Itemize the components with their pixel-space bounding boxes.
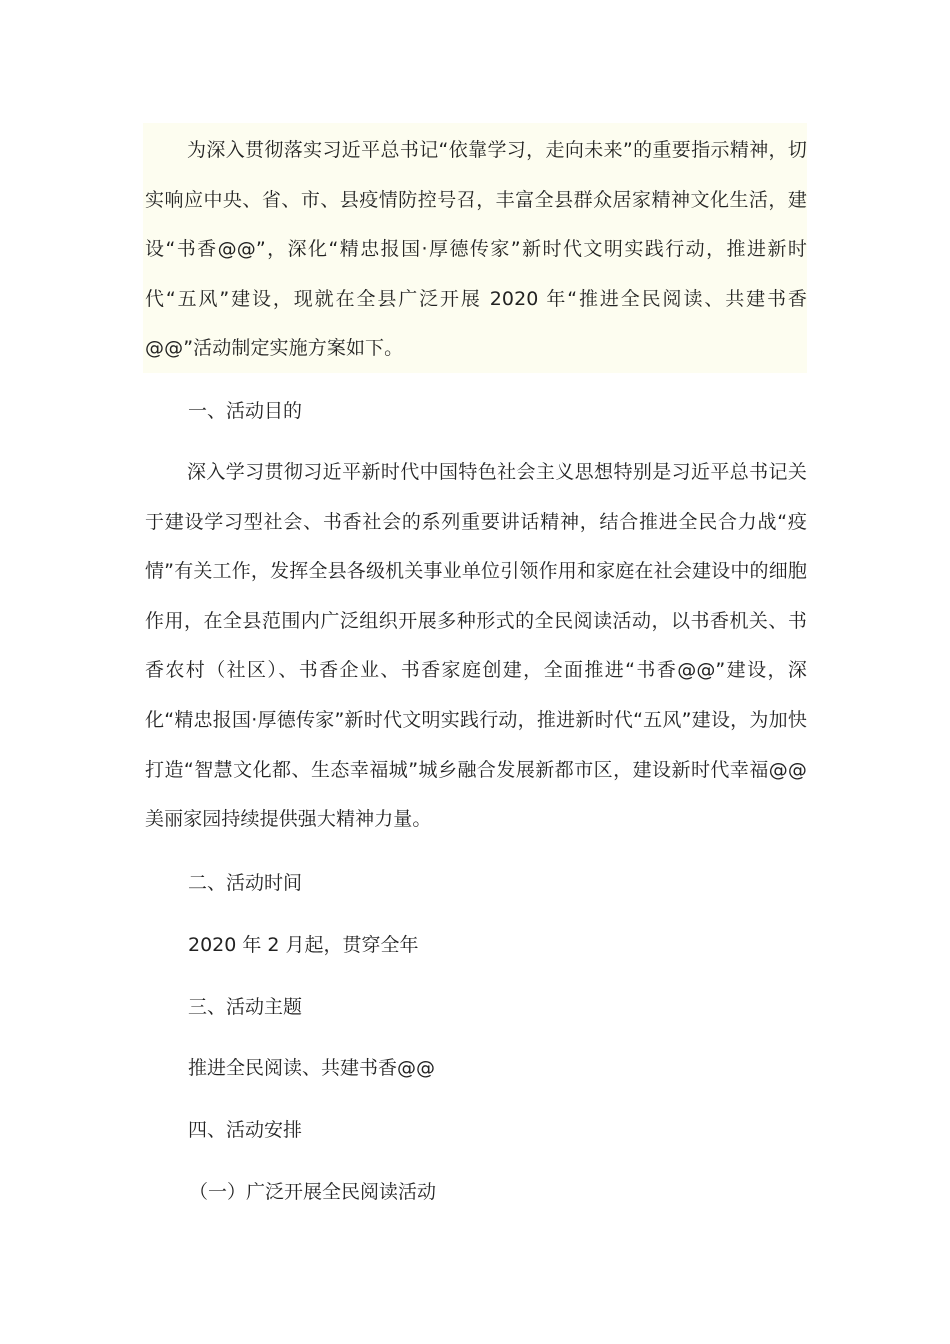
subsection-heading-reading: （一）广泛开展全民阅读活动 [189,1181,437,1203]
section-heading-arrangement: 四、活动安排 [188,1119,303,1141]
section-body-time: 2020 年 2 月起，贯穿全年 [188,934,419,956]
intro-paragraph: 为深入贯彻落实习近平总书记“依靠学习，走向未来”的重要指示精神，切实响应中央、省、市、县疫情防控号召，丰富全县群众居家精神文化生活，建设“书香@@”，深化“精忠报国·厚德传家”新时代文明实践行动，推进新时代“五风”建设，现就在全县广泛开展 2020 年“推进全民阅读、共建书香@@”活动制定实施方案如下。 [145,139,807,360]
section-body-theme: 推进全民阅读、共建书香@@ [188,1057,436,1079]
section-heading-purpose: 一、活动目的 [188,400,303,422]
section-body-purpose: 深入学习贯彻习近平新时代中国特色社会主义思想特别是习近平总书记关于建设学习型社会、书香社会的系列重要讲话精神，结合推进全民合力战“疫情”有关工作，发挥全县各级机关事业单位引领作用和家庭在社会建设中的细胞作用，在全县范围内广泛组织开展多种形式的全民阅读活动，以书香机关、书香农村（社区）、书香企业、书香家庭创建，全面推进“书香@@”建设，深化“精忠报国·厚德传家”新时代文明实践行动，推进新时代“五风”建设，为加快打造“智慧文化都、生态幸福城”城乡融合发展新都市区，建设新时代幸福@@美丽家园持续提供强大精神力量。 [145,461,807,831]
section-heading-theme: 三、活动主题 [188,996,303,1018]
section-heading-time: 二、活动时间 [188,872,303,894]
